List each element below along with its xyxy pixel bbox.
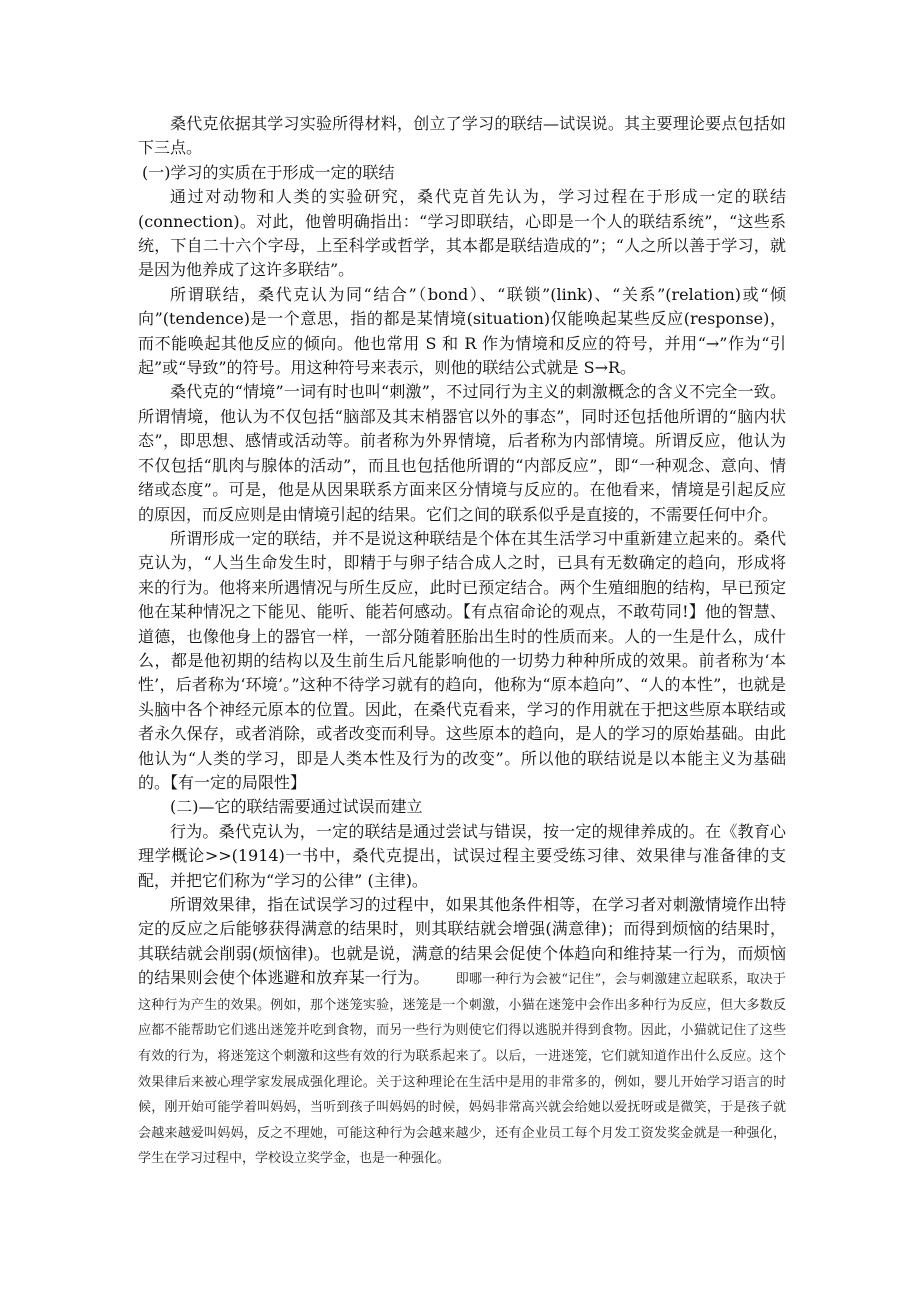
- intro-paragraph: 桑代克依据其学习实验所得材料，创立了学习的联结—试误说。其主要理论要点包括如下三点。: [138, 114, 786, 158]
- law-of-effect-note: 即哪一种行为会被“记住”，会与刺激建立起联系，取决于这种行为产生的效果。例如，那个迷笼实验，迷笼是一个刺激，小猫在迷笼中会作出多种行为反应，但大多数反应都不能帮助它们逃出迷笼并吃到食物，而另一些行为则使它们得以逃脱并得到食物。因此，小猫就记住了这些有效的行为，将迷笼这个刺激和这些有效的行为联系起来了。以后，一进迷笼，它们就知道作出什么反应。这个效果律后来被心理学家发展成强化理论。关于这种理论在生活中是用的非常多的，例如，婴儿开始学习语言的时候，刚开始可能学着叫妈妈，当听到孩子叫妈妈的时候，妈妈非常高兴就会给她以爱抚呀或是微笑，于是孩子就会越来越爱叫妈妈，反之不理她，可能这种行为会越来越少，还有企业员工每个月发工资发奖金就是一种强化，学生在学习过程中，学校设立奖学金，也是一种强化。: [138, 972, 786, 1167]
- paragraph-trial-error-laws: 行为。桑代克认为，一定的联结是通过尝试与错误，按一定的规律养成的。在《教育心理学概论>>(1914)一书中，桑代克提出，试误过程主要受练习律、效果律与准备律的支配，并把它们称为“学习的公律” (主律)。: [138, 821, 786, 890]
- paragraph-connection: 通过对动物和人类的实验研究，桑代克首先认为，学习过程在于形成一定的联结(connection)。对此，他曾明确指出：“学习即联结，心即是一个人的联结系统”，“这些系统，下自二十六个字母，上至科学或哲学，其本都是联结造成的”；“人之所以善于学习，就是因为他养成了这许多联结”。: [138, 187, 786, 280]
- paragraph-bond-definition: 所谓联结，桑代克认为同“结合”（bond）、“联锁”(link)、“关系”(relation)或“倾向”(tendence)是一个意思，指的都是某情境(situation)仅能唤起某些反应(response)，而不能唤起其他反应的倾向。他也常用 S 和 R 作为情境和反应的符号，并用“→”作为“引起”或“导致”的符号。用这种符号来表示，则他的联结公式就是 S→R。: [138, 284, 786, 378]
- section-heading-1: (一)学习的实质在于形成一定的联结: [142, 162, 395, 182]
- document-page: [138, 112, 786, 1171]
- law-of-effect-main-text: 所谓效果律，指在试误学习的过程中，如果其他条件相等，在学习者对刺激情境作出特定的反应之后能够获得满意的结果时，则其联结就会增强(满意律)；而得到烦恼的结果时，其联结就会削弱(烦恼律)。也就是说，满意的结果会促使个体趋向和维持某一行为，而烦恼的结果则会使个体逃避和放弃某一行为。: [138, 895, 786, 988]
- paragraph-original-tendency: 所谓形成一定的联结，并不是说这种联结是个体在其生活学习中重新建立起来的。桑代克认为，“人当生命发生时，即精于与卵子结合成人之时，已具有无数确定的趋向，形成将来的行为。他将来所遇情况与所生反应，此时已预定结合。两个生殖细胞的结构，早已预定他在某种情况之下能见、能听、能若何感动。【有点宿命论的观点，不敢苟同!】他的智慧、道德，也像他身上的器官一样，一部分随着胚胎出生时的性质而来。人的一生是什么，成什么，都是他初期的结构以及生前生后凡能影响他的一切势力种种所成的效果。前者称为‘本性’，后者称为‘环境’。”这种不待学习就有的趋向，他称为“原本趋向”、“人的本性”，也就是头脑中各个神经元原本的位置。因此，在桑代克看来，学习的作用就在于把这些原本联结或者永久保存，或者消除，或者改变而利导。这些原本的趋向，是人的学习的原始基础。由此他认为“人类的学习，即是人类本性及行为的改变”。所以他的联结说是以本能主义为基础的。【有一定的局限性】: [138, 528, 786, 792]
- paragraph-law-of-effect: [138, 893, 786, 1171]
- section-heading-2: (二)—它的联结需要通过试误而建立: [170, 797, 423, 817]
- paragraph-situation: 桑代克的“情境”一词有时也叫“刺激”，不过同行为主义的刺激概念的含义不完全一致。所谓情境，他认为不仅包括“脑部及其末梢器官以外的事态”，同时还包括他所谓的“脑内状态”，即思想、感情或活动等。前者称为外界情境，后者称为内部情境。所谓反应，他认为不仅包括“肌肉与腺体的活动”，而且也包括他所谓的“内部反应”，即“一种观念、意向、情绪或态度”。可是，他是从因果联系方面来区分情境与反应的。在他看来，情境是引起反应的原因，而反应则是由情境引起的结果。它们之间的联系似乎是直接的，不需要任何中介。: [138, 382, 786, 524]
